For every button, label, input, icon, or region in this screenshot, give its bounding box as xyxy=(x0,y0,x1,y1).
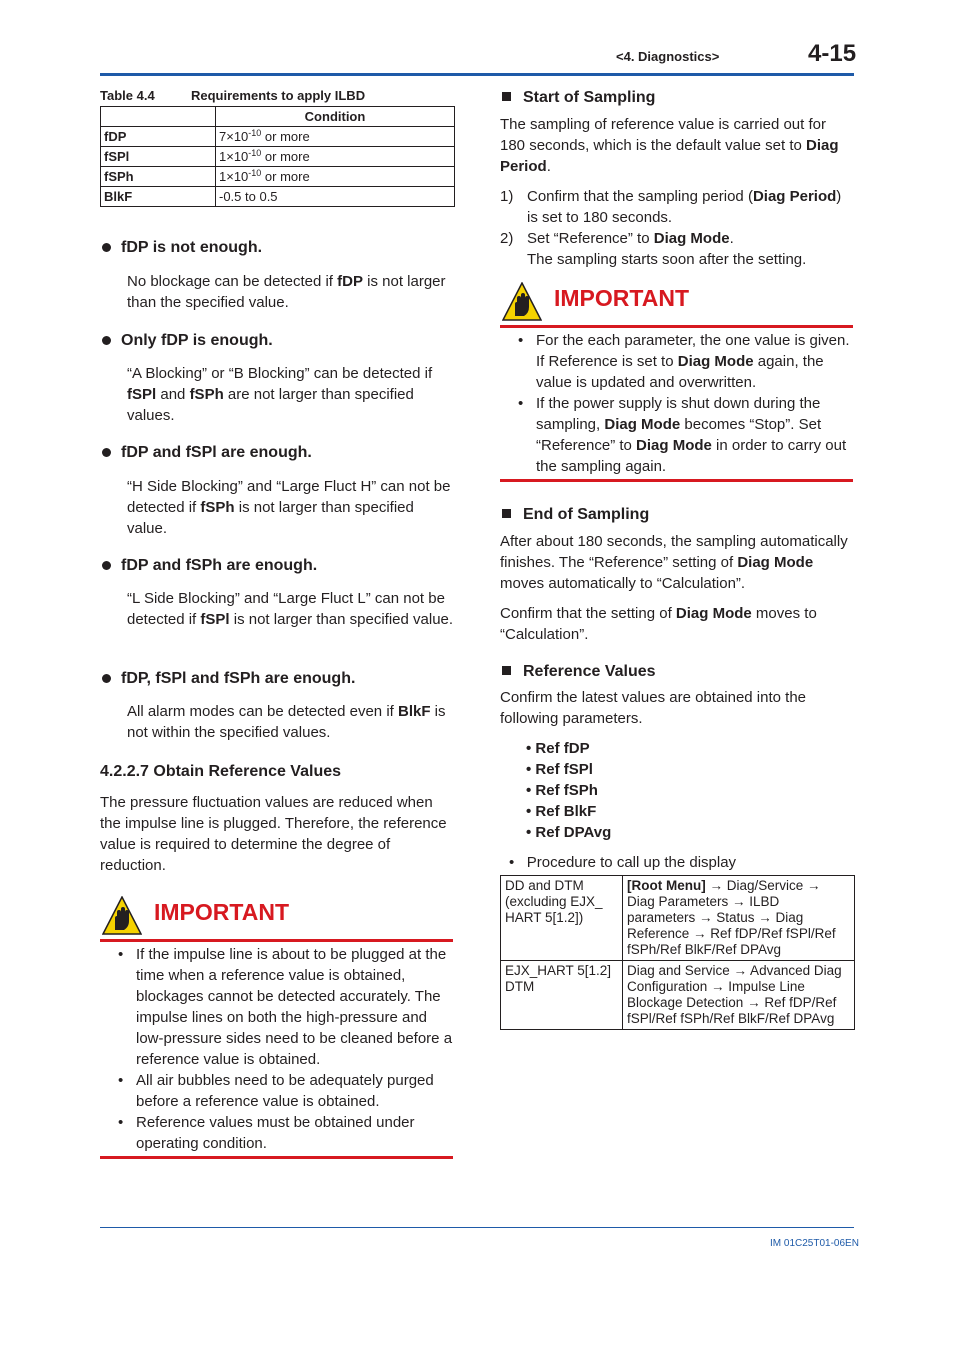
warning-hand-icon xyxy=(502,282,542,322)
case-text: No blockage can be detected if fDP is not larger than the specified value. xyxy=(127,273,446,311)
subsection-title: Reference Values xyxy=(500,662,855,682)
important-item: • If the power supply is shut down during the sampling, Diag Mode becomes “Stop”. Set “Reference” to Diag Mode in order to carry out the sampling again. xyxy=(500,393,853,477)
important-header xyxy=(500,281,853,328)
square-bullet-icon xyxy=(502,92,511,101)
table-row xyxy=(101,187,455,207)
subsection-body: Confirm the latest values are obtained into the following parameters. xyxy=(500,689,807,727)
important-box-left xyxy=(100,895,453,1159)
case-text: All alarm modes can be detected even if BlkF is not within the specified values. xyxy=(127,703,446,741)
case-only-fdp xyxy=(100,331,455,426)
table-key: fSPh xyxy=(101,167,216,187)
section-header: <4. Diagnostics> xyxy=(616,49,720,64)
important-item: • All air bubbles need to be adequately purged before a reference value is obtained. xyxy=(100,1070,453,1112)
section-body: The pressure fluctuation values are reduced when the impulse line is plugged. Therefore, the reference value is required to determine the degree of reduction. xyxy=(100,794,447,874)
case-heading: fDP and fSPh are enough. xyxy=(100,556,455,576)
table-caption xyxy=(100,88,365,103)
important-item: • Reference values must be obtained under operating condition. xyxy=(100,1112,453,1154)
table-label: Table 4.4 xyxy=(100,88,155,103)
case-text: “A Blocking” or “B Blocking” can be detected if fSPl and fSPh are not larger than specified values. xyxy=(127,365,433,424)
table-value: $7\times 10^{-10}$ or more xyxy=(216,127,455,147)
procedure-table xyxy=(500,875,855,1030)
case-heading: fDP, fSPl and fSPh are enough. xyxy=(100,669,455,689)
table-row xyxy=(501,876,855,961)
list-item: • Ref fSPl xyxy=(526,761,593,778)
bullet-icon xyxy=(102,674,111,683)
case-all-enough xyxy=(100,669,455,743)
requirements-table xyxy=(100,106,455,207)
table-cell-path: Diag and Service → Advanced Diag Configuration → Impulse Line Blockage Detection → Ref fDP/Ref fSPl/Ref fSPh/Ref BlkF/Ref DPAvg xyxy=(623,961,855,1030)
table-cell-tool: DD and DTM (excluding EJX_ HART 5[1.2]) xyxy=(501,876,623,961)
table-title: Requirements to apply ILBD xyxy=(191,88,366,103)
table-key: BlkF xyxy=(101,187,216,207)
table-cell-tool: EJX_HART 5[1.2] DTM xyxy=(501,961,623,1030)
reference-values xyxy=(500,662,855,873)
section-title: 4.2.2.7 Obtain Reference Values xyxy=(100,763,342,780)
bullet-icon xyxy=(102,561,111,570)
subsection-body: Confirm that the setting of Diag Mode moves to “Calculation”. xyxy=(500,605,817,643)
table-key: fDP xyxy=(101,127,216,147)
list-item: • Ref BlkF xyxy=(526,803,597,820)
important-item: • For the each parameter, the one value is given. If Reference is set to Diag Mode again, the value is updated and overwritten. xyxy=(500,330,853,393)
subsection-title: End of Sampling xyxy=(500,505,855,525)
document-id: IM 01C25T01-06EN xyxy=(770,1238,859,1249)
table-row xyxy=(101,127,455,147)
list-item: • Ref DPAvg xyxy=(526,824,612,841)
bullet-icon xyxy=(102,336,111,345)
table-value: $1\times 10^{-10}$ or more xyxy=(216,167,455,187)
procedure-note: • Procedure to call up the display xyxy=(509,854,737,871)
important-body xyxy=(500,328,853,482)
square-bullet-icon xyxy=(502,666,511,675)
case-fdp-fspl xyxy=(100,443,455,539)
table-row xyxy=(101,167,455,187)
bullet-icon xyxy=(102,243,111,252)
important-title: IMPORTANT xyxy=(554,285,690,311)
table-header-empty xyxy=(101,107,216,127)
important-title: IMPORTANT xyxy=(154,899,290,925)
warning-hand-icon xyxy=(102,896,142,936)
case-text: “H Side Blocking” and “Large Fluct H” can not be detected if fSPh is not larger than specified value. xyxy=(127,478,451,537)
important-header xyxy=(100,895,453,942)
important-box-right xyxy=(500,281,853,482)
subsection-body: After about 180 seconds, the sampling automatically finishes. The “Reference” setting of Diag Mode moves automatically to “Calculation”. xyxy=(500,533,848,592)
case-text: “L Side Blocking” and “Large Fluct L” can not be detected if fSPl is not larger than specified value. xyxy=(127,590,454,628)
subsection-title: Start of Sampling xyxy=(500,88,855,108)
table-header-row xyxy=(101,107,455,127)
end-of-sampling xyxy=(500,505,855,645)
start-of-sampling xyxy=(500,88,855,270)
table-cell-path: [Root Menu] → Diag/Service → Diag Parameters → ILBD parameters → Status → Diag Reference → Ref fDP/Ref fSPl/Ref fSPh/Ref BlkF/Ref DPAvg xyxy=(623,876,855,961)
list-item: • Ref fDP xyxy=(526,740,590,757)
subsection-body: The sampling of reference value is carried out for 180 seconds, which is the default value set to Diag Period. xyxy=(500,116,839,175)
case-heading: fDP is not enough. xyxy=(100,238,455,258)
table-value: -0.5 to 0.5 xyxy=(216,187,455,207)
section-obtain-reference xyxy=(100,762,455,876)
bullet-icon xyxy=(102,448,111,457)
case-heading: fDP and fSPl are enough. xyxy=(100,443,455,463)
square-bullet-icon xyxy=(502,509,511,518)
header-rule xyxy=(100,73,854,76)
table-header-condition: Condition xyxy=(216,107,455,127)
case-fdp-not-enough xyxy=(100,238,455,313)
important-body xyxy=(100,942,453,1159)
case-fdp-fsph xyxy=(100,556,455,630)
important-item: • If the impulse line is about to be plugged at the time when a reference value is obtained, blockages cannot be detected accurately. The impulse lines on both the high-pressure and low-pressure sides need to be cleaned before a reference value is obtained. xyxy=(100,944,453,1070)
table-key: fSPl xyxy=(101,147,216,167)
list-item: • Ref fSPh xyxy=(526,782,598,799)
reference-param-list xyxy=(500,738,855,843)
footer-rule xyxy=(100,1227,854,1228)
case-heading: Only fDP is enough. xyxy=(100,331,455,351)
table-value: $1\times 10^{-10}$ or more xyxy=(216,147,455,167)
table-row xyxy=(101,147,455,167)
steps-list xyxy=(500,186,855,270)
step-item: 1) Confirm that the sampling period (Diag Period) is set to 180 seconds. xyxy=(500,188,842,226)
page-number: 4-15 xyxy=(808,40,857,67)
step-item: 2) Set “Reference” to Diag Mode. The sampling starts soon after the setting. xyxy=(500,230,807,268)
table-row xyxy=(501,961,855,1030)
